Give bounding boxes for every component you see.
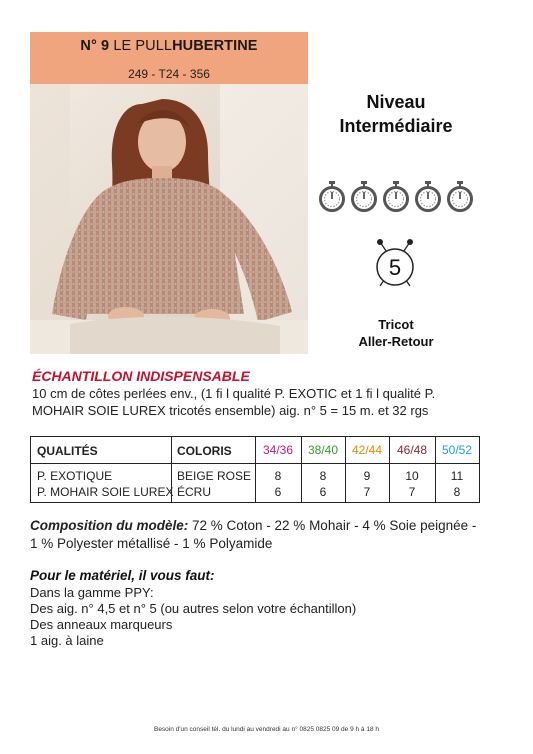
materials-list <box>30 585 356 649</box>
swatch-line2: MOHAIR SOIE LUREX tricotés ensemble) aig. n° 5 = 15 m. et 32 rgs <box>32 403 429 418</box>
pattern-reference: 249 - T24 - 356 <box>128 67 210 81</box>
stopwatch-icon <box>350 180 378 212</box>
difficulty-timers <box>318 180 474 212</box>
stopwatch-icon <box>318 180 346 212</box>
row2-size3: 7 <box>363 485 371 499</box>
swatch-text <box>32 385 502 419</box>
level-label: Niveau <box>366 92 426 112</box>
header-size-2: 38/40 <box>307 443 339 457</box>
needle-size-value: 5 <box>388 255 402 280</box>
swatch-line1: 10 cm de côtes perlées env., (1 fi l qualité P. EXOTIC et 1 fi l qualité P. <box>32 386 436 401</box>
row1-color: BEIGE ROSE <box>177 469 252 483</box>
needle-size-badge <box>370 236 420 290</box>
list-item: Des aig. n° 4,5 et n° 5 (ou autres selon votre échantillon) <box>30 601 357 616</box>
swatch-title: ÉCHANTILLON INDISPENSABLE <box>32 368 250 384</box>
difficulty-level <box>320 90 472 138</box>
pattern-header <box>30 32 308 84</box>
row2-size5: 8 <box>453 485 461 499</box>
model-photo <box>30 84 308 354</box>
pattern-prefix: LE PULL <box>113 38 173 54</box>
row2-color: ÉCRU <box>177 485 212 499</box>
pattern-name: HUBERTINE <box>172 38 258 54</box>
row2-size2: 6 <box>319 485 327 499</box>
materials-title: Pour le matériel, il vous faut: <box>30 568 215 583</box>
pattern-title <box>30 38 308 54</box>
pattern-number: N° 9 <box>80 38 110 54</box>
row2-size4: 7 <box>408 485 416 499</box>
method-line2: Aller-Retour <box>358 334 434 349</box>
list-item: 1 aig. à laine <box>30 633 104 648</box>
row1-quality: P. EXOTIQUE <box>37 469 113 483</box>
model-photo-illustration <box>30 84 308 354</box>
row1-size4: 10 <box>405 469 419 483</box>
row2-quality: P. MOHAIR SOIE LUREX <box>37 485 174 499</box>
knitting-needles-icon <box>370 236 420 290</box>
stopwatch-icon <box>382 180 410 212</box>
method-line1: Tricot <box>378 317 414 332</box>
row1-size1: 8 <box>274 469 282 483</box>
header-colors: COLORIS <box>177 444 232 458</box>
stopwatch-icon <box>414 180 442 212</box>
header-size-3: 42/44 <box>351 443 383 457</box>
composition-text2: 1 % Polyester métallisé - 1 % Polyamide <box>30 536 273 551</box>
header-size-1: 34/36 <box>262 443 294 457</box>
composition <box>30 517 510 553</box>
stopwatch-icon <box>446 180 474 212</box>
footer-helpline: Besoin d'un conseil tél. du lundi au vendredi au n° 0825 0825 09 de 9 h à 18 h <box>153 726 379 733</box>
list-item: Dans la gamme PPY: <box>30 585 154 600</box>
list-item: Des anneaux marqueurs <box>30 617 173 632</box>
header-size-5: 50/52 <box>441 443 473 457</box>
yarn-quantity-table <box>30 436 480 503</box>
composition-text1: 72 % Coton - 22 % Mohair - 4 % Soie peignée - <box>188 518 477 533</box>
header-qualities: QUALITÉS <box>37 444 98 458</box>
header-size-4: 46/48 <box>396 443 428 457</box>
composition-label: Composition du modèle: <box>30 518 189 533</box>
knitting-method <box>330 316 462 350</box>
row1-size5: 11 <box>450 469 464 483</box>
row2-size1: 6 <box>274 485 282 499</box>
row1-size3: 9 <box>363 469 371 483</box>
level-value: Intermédiaire <box>339 116 453 136</box>
row1-size2: 8 <box>319 469 327 483</box>
